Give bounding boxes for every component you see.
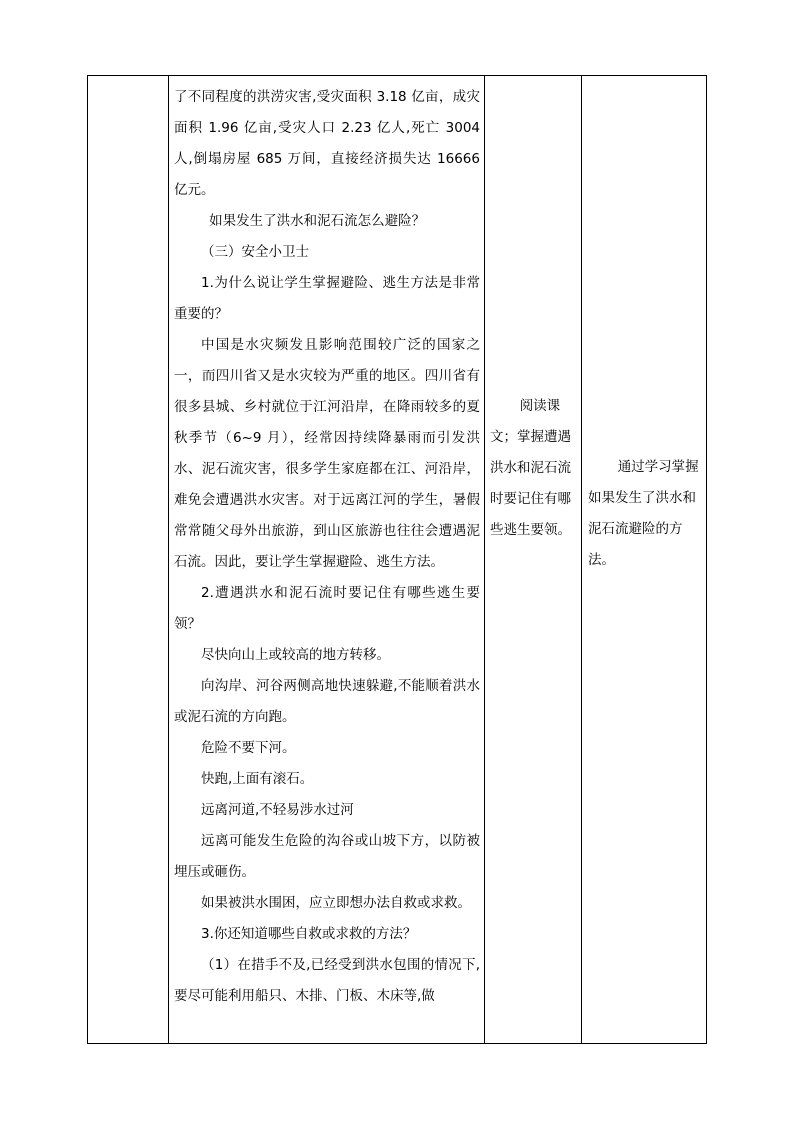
question-3: 3.你还知道哪些自救或求救的方法？ bbox=[201, 926, 417, 942]
content-text bbox=[174, 82, 480, 1012]
tip-run-rocks: 快跑,上面有滚石。 bbox=[201, 771, 314, 787]
section-heading-safety-guard: （三）安全小卫士 bbox=[201, 244, 309, 260]
question-avoid-danger: 如果发生了洪水和泥石流怎么避险？ bbox=[209, 213, 426, 229]
tip-self-rescue: 如果被洪水围困，应立即想办法自救或求救。 bbox=[201, 895, 471, 911]
content-column bbox=[168, 76, 485, 1043]
method-1-paragraph: （1）在措手不及,已经受到洪水包围的情况下,要尽可能利用船只、木排、门板、木床等,做 bbox=[174, 957, 480, 1004]
section-column bbox=[88, 76, 168, 1043]
flood-statistics-paragraph: 了不同程度的洪涝灾害,受灾面积 3.18 亿亩，成灾面积 1.96 亿亩,受灾人口 2.23 亿人,死亡 3004 人,倒塌房屋 685 万间，直接经济损失达 16666 亿元。 bbox=[174, 89, 480, 198]
design-intent-text: 通过学习掌握如果发生了洪水和泥石流避险的方法。 bbox=[588, 459, 699, 568]
tip-avoid-slope: 远离可能发生危险的沟谷或山坡下方，以防被埋压或砸伤。 bbox=[174, 833, 480, 880]
tip-no-river: 危险不要下河。 bbox=[201, 740, 296, 756]
student-activity-text-box bbox=[490, 391, 578, 546]
tip-move-uphill: 尽快向山上或较高的地方转移。 bbox=[201, 647, 390, 663]
tip-stay-away-river: 远离河道,不轻易涉水过河 bbox=[201, 802, 354, 818]
question-2: 2.遭遇洪水和泥石流时要记住有哪些逃生要领？ bbox=[174, 585, 480, 632]
question-1: 1.为什么说让学生掌握避险、逃生方法是非常重要的？ bbox=[174, 275, 480, 322]
design-intent-column bbox=[581, 76, 707, 1043]
tip-side-highland: 向沟岸、河谷两侧高地快速躲避,不能顺着洪水或泥石流的方向跑。 bbox=[174, 678, 480, 725]
student-activity-column bbox=[484, 76, 582, 1043]
answer-1-paragraph: 中国是水灾频发且影响范围较广泛的国家之一，而四川省又是水灾较为严重的地区。四川省有很多县城、乡村就位于江河沿岸，在降雨较多的夏秋季节（6~9 月），经常因持续降暴雨而引发洪水、泥石流灾害，很多学生家庭都在江、河沿岸，难免会遭遇洪水灾害。对于远离江河的学生，暑假常常随父母外出旅游，到山区旅游也往往会遭遇泥石流。因此，要让学生掌握避险、逃生方法。 bbox=[174, 337, 480, 570]
design-intent-text-box bbox=[588, 452, 706, 576]
student-activity-text: 阅读课文；掌握遭遇洪水和泥石流时要记住有哪些逃生要领。 bbox=[490, 398, 571, 538]
lesson-table bbox=[87, 75, 707, 1044]
